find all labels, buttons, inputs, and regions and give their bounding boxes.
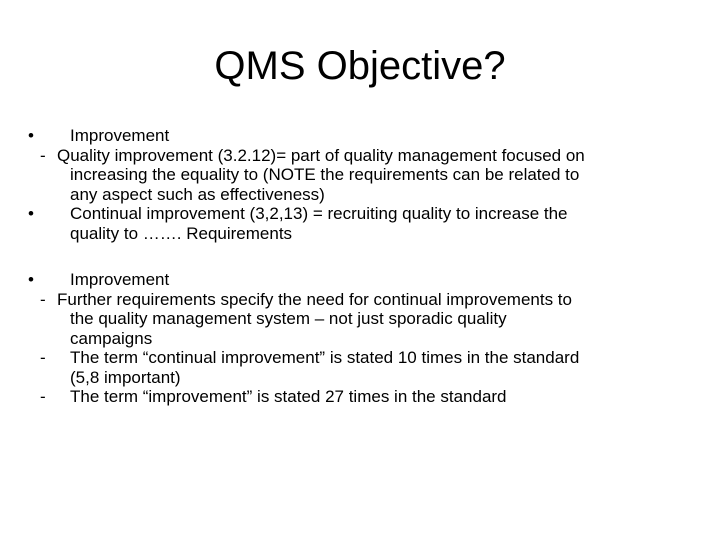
section-spacer (0, 243, 720, 270)
section-2-item-2-text-1: The term “continual improvement” is stated 10 times in the standard (70, 348, 580, 367)
dash-marker: - (40, 348, 46, 367)
section-2-item-1-line-1 (0, 290, 720, 310)
section-2-item-2-line-2 (0, 368, 720, 388)
section-1-item-1-line-1 (0, 146, 720, 166)
section-2-item-2 (0, 348, 720, 387)
section-2 (0, 270, 720, 407)
section-2-item-3 (0, 387, 720, 407)
dash-marker: - (40, 145, 46, 165)
dash-marker: - (40, 289, 46, 309)
bullet-marker: • (28, 126, 34, 145)
slide-body (0, 126, 720, 407)
slide-title: QMS Objective? (214, 44, 506, 88)
section-2-item-1 (0, 290, 720, 349)
section-2-heading (0, 270, 720, 290)
section-2-item-1-text-2: the quality management system – not just sporadic quality (70, 309, 507, 328)
section-1-item-2-line-1 (0, 204, 720, 224)
section-2-item-1-text-3: campaigns (70, 328, 153, 348)
section-1-item-1-text-3: any aspect such as effectiveness) (70, 184, 325, 204)
dash-marker: - (40, 387, 46, 406)
section-1-heading-text: Improvement (70, 126, 170, 145)
section-2-item-2-text-2: (5,8 important) (70, 367, 181, 387)
section-2-item-1-text-1: Further requirements specify the need for continual improvements to (57, 289, 572, 309)
section-2-item-3-text-1: The term “improvement” is stated 27 times in the standard (70, 387, 507, 406)
section-2-item-1-line-3 (0, 329, 720, 349)
section-1-heading (0, 126, 720, 146)
section-1-item-1-text-2: increasing the equality to (NOTE the requirements can be related to (70, 165, 580, 184)
section-1-item-2-text-2: quality to ……. Requirements (70, 223, 293, 243)
section-1-item-2-text-1: Continual improvement (3,2,13) = recruiting quality to increase the (70, 204, 568, 223)
section-1 (0, 126, 720, 243)
section-1-item-1 (0, 146, 720, 205)
section-2-item-2-line-1 (0, 348, 720, 368)
section-2-item-1-line-2 (0, 309, 720, 329)
section-1-item-1-line-3 (0, 185, 720, 205)
section-1-item-2 (0, 204, 720, 243)
section-2-item-3-line-1 (0, 387, 720, 407)
section-1-item-1-text-1: Quality improvement (3.2.12)= part of quality management focused on (57, 145, 585, 165)
section-2-heading-text: Improvement (70, 270, 170, 289)
section-1-item-1-line-2 (0, 165, 720, 185)
bullet-marker: • (28, 270, 34, 289)
bullet-marker: • (28, 204, 34, 223)
section-1-item-2-line-2 (0, 224, 720, 244)
